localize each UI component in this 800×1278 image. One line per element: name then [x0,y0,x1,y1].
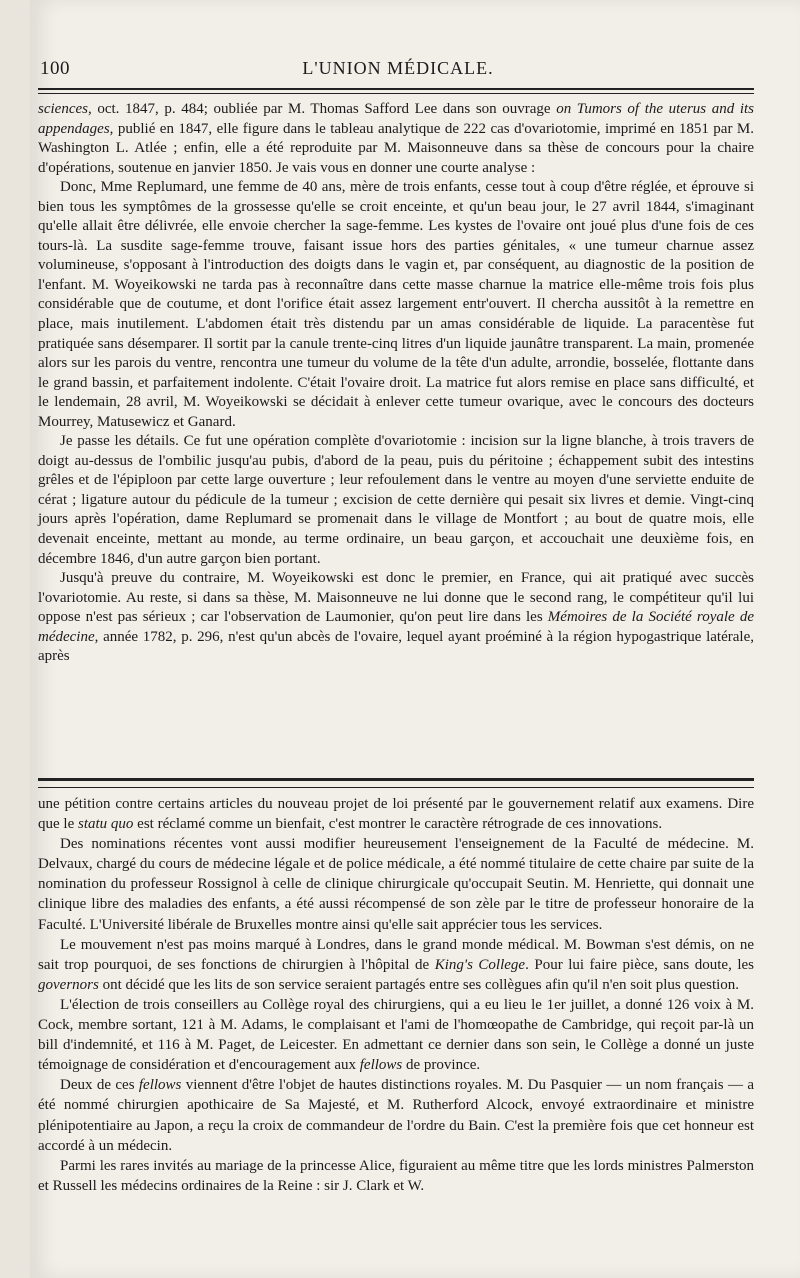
feuilleton-paragraph [38,834,754,934]
text-run: Deux de ces [60,1077,139,1094]
page-header [40,58,756,90]
feuilleton-paragraph [38,1075,754,1155]
header-rule [38,88,754,94]
italic-run: fellows [359,1057,403,1074]
italic-run: King's College [434,956,526,973]
italic-run: on Tumors of the uterus and its appendages [38,101,755,137]
text-run: ont décidé que les lits de son service seraient partagés entre ses collègues afin qu'il n'en soit plus question. [98,976,740,993]
feuilleton-paragraph [38,1156,754,1196]
text-run: , oct. 1847, p. 484; oubliée par M. Thomas Safford Lee dans son ouvrage [87,101,557,117]
article-paragraph [38,432,754,569]
text-run: Des nominations récentes vont aussi modifier heureusement l'enseignement de la Faculté de médecine. M. Delvaux, chargé du cours de médecine légale et de police médicale, a été nommé titulaire de cette chaire par suite de la nomination du professeur Rossignol à celle de clinique chirurgicale qu'occupait Seutin. M. Henriette, qui donnait une clinique libre des maladies des enfants, a été aussi récompensé de son zèle par le titre de professeur honoraire de la Faculté. L'Université libérale de Bruxelles montre ainsi qu'elle sait apprécier tous les services. [38,836,754,933]
text-run: L'élection de trois conseillers au Collège royal des chirurgiens, qui a eu lieu le 1er juillet, a donné 126 voix à M. Cock, membre sortant, 121 à M. Adams, le complaisant et l'ami de l'homœopathe de Cambridge, qui reçoit par-là un bill d'indemnité, et 116 à M. Paget, de Leicester. En admettant ce dernier dans son sein, le Collège a donné un juste témoignage de considération et d'encouragement aux [38,996,754,1074]
text-run: Parmi les rares invités au mariage de la princesse Alice, figuraient au même titre que les lords ministres Palmerston et Russell les médecins ordinaires de la Reine : sir J. Clark et W. [38,1157,754,1194]
text-run: Le mouvement n'est pas moins marqué à Londres, dans le grand monde médical. M. Bowman s'est démis, on ne sait trop pourquoi, de ses fonctions de chirurgien à l'hôpital de [38,936,754,973]
italic-run: fellows [138,1077,182,1094]
running-title: L'UNION MÉDICALE. [302,58,494,78]
feuilleton-paragraph [38,794,754,834]
text-run: est réclamé comme un bienfait, c'est montrer le caractère rétrograde de ces innovations. [133,816,663,833]
italic-run: governors [38,976,99,993]
text-run: de province. [402,1057,481,1074]
text-run: une pétition contre certains articles du nouveau projet de loi présenté par le gouvernement relatif aux examens. Dire que le [38,796,754,833]
text-run: viennent d'être l'objet de hautes distinctions royales. M. Du Pasquier — un nom français — a été nommé chirurgien apothicaire de Sa Majesté, et M. Rutherford Alcock, envoyé extraordinaire et ministre plénipotentiaire au Japon, a reçu la croix de commandeur de l'ordre du Bain. C'est la première fois que cet honneur est accordé à un médecin. [38,1077,754,1154]
text-run: Je passe les détails. Ce fut une opération complète d'ovariotomie : incision sur la ligne blanche, à trois travers de doigt au-dessus de l'ombilic jusqu'au pubis, d'abord de la peau, puis du péritoine ; échappement subit des intestins grêles et de l'épiploon par cette large ouverture ; leur refoulement dans le ventre au moyen d'une serviette enduite de cérat ; ligature autour du pédicule de la tumeur ; excision de cette dernière qui pesait six livres et demie. Vingt-cinq jours après l'opération, dame Replumard se promenait dans le village de Montfort ; au bout de quatre mois, elle devenait enceinte, mettant au monde, au terme ordinaire, un beau garçon, et accouchait une deuxième fois, en décembre 1846, d'un autre garçon bien portant. [38,433,754,567]
italic-run: statu quo [77,816,134,833]
main-article [38,100,754,667]
text-run: , publié en 1847, elle figure dans le tableau analytique de 222 cas d'ovariotomie, imprimé en 1851 par M. Washington L. Atlée ; enfin, elle a été reproduite par M. Maisonneuve dans sa thèse de concours pour la chaire d'opérations, soutenue en janvier 1850. Je vais vous en donner une courte analyse : [38,120,754,176]
article-paragraph [38,178,754,432]
text-run: Donc, Mme Replumard, une femme de 40 ans, mère de trois enfants, cesse tout à coup d'être réglée, et éprouve si bien tous les symptômes de la grossesse qu'elle se croit enceinte, et qu'un beau jour, le 27 avril 1844, s'imaginant qu'elle allait être délivrée, elle envoie chercher la sage-femme. Les kystes de l'ovaire ont joué plus d'une fois de ces tours-là. La susdite sage-femme trouve, faisant issue hors des parties génitales, « une tumeur charnue assez volumineuse, s'opposant à l'introduction des doigts dans le vagin et, par conséquent, au diagnostic de la position de l'enfant. M. Woyeikowski ne tarda pas à reconnaître dans cette masse charnue la matrice elle-même trois fois plus considérable que de coutume, et dont l'orifice était assez largement entr'ouvert. Il chercha aussitôt à la remettre en place, mais inutilement. L'abdomen était très distendu par un amas considérable de liquide. La paracentèse fut pratiquée sans désemparer. Il sortit par la canule trente-cinq litres d'un liquide jaunâtre transparent. La main, promenée alors sur les parois du ventre, rencontra une tumeur du volume de la tête d'un adulte, arrondie, bosselée, flottante dans le grand bassin, et parfaitement indolente. C'était l'ovaire droit. La matrice fut alors remise en place sans difficulté, et le lendemain, 28 avril, M. Woyeikowski se décidait à enlever cette tumeur ovarique, avec le concours des docteurs Mourrey, Matusewicz et Ganard. [38,179,754,430]
feuilleton-rule [38,778,754,788]
text-run: Jusqu'à preuve du contraire, M. Woyeikowski est donc le premier, en France, qui ait pratiqué avec succès l'ovariotomie. Au reste, si dans sa thèse, M. Maisonneuve ne lui donne que le second rang, le compétiteur qu'il lui oppose n'est pas sérieux ; car l'observation de Laumonier, qu'on peut lire dans les [38,570,754,626]
feuilleton-paragraph [38,995,754,1075]
text-run: . Pour lui faire pièce, sans doute, les [525,956,755,973]
article-paragraph [38,569,754,667]
feuilleton-column [38,794,754,1196]
page-number: 100 [40,58,70,79]
italic-run: Mémoires de la Société royale de médecine [38,609,754,645]
feuilleton-paragraph [38,935,754,995]
article-paragraph [38,100,754,178]
italic-run: sciences [38,101,88,117]
text-run: , année 1782, p. 296, n'est qu'un abcès de l'ovaire, lequel ayant proéminé à la région hypogastrique latérale, après [38,628,754,665]
